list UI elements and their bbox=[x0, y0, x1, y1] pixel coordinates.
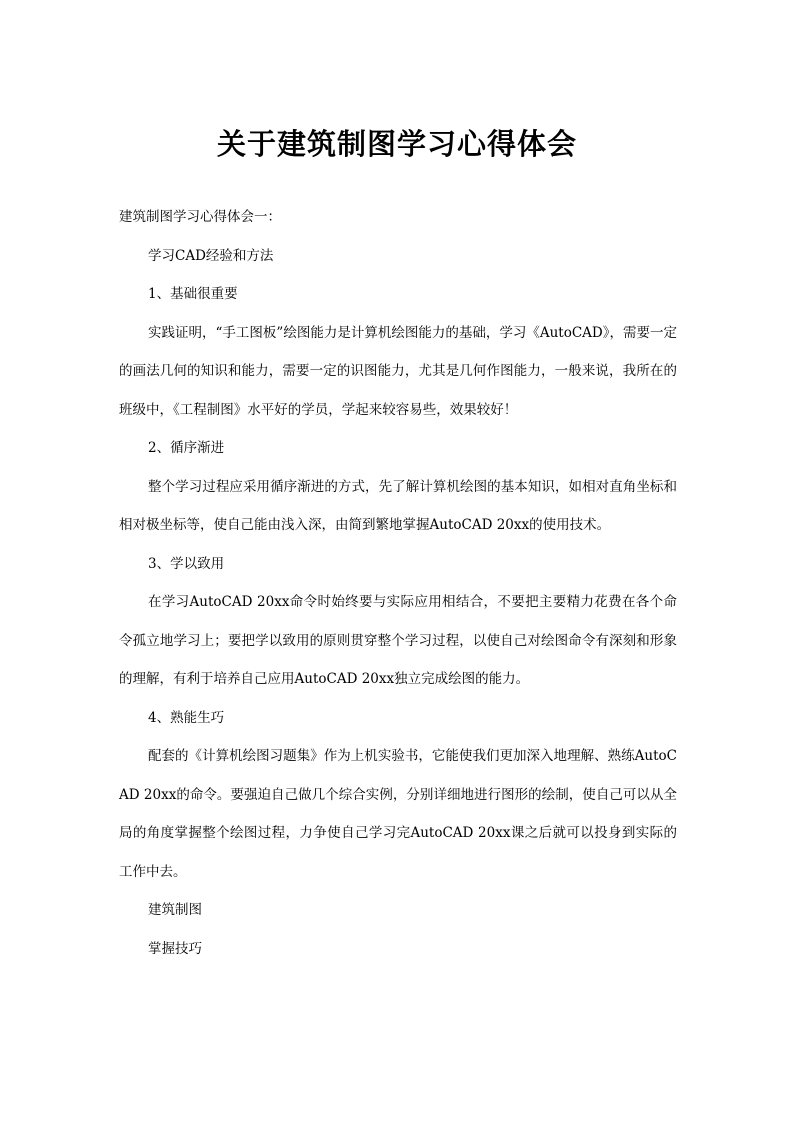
paragraph-subheading-drawing: 建筑制图 bbox=[148, 902, 202, 918]
paragraph-heading-3: 3、学以致用 bbox=[148, 555, 225, 572]
paragraph-heading-1: 1、基础很重要 bbox=[148, 286, 238, 302]
paragraph-body-3: 在学习AutoCAD 20xx命令时始终要与实际应用相结合，不要把主要精力花费在各个命令孤立地学习上；要把学以致用的原则贯穿整个学习过程，以使自己对绘图命令有深刻和形象的理解，有利于培养自己应用AutoCAD 20xx独立完成绘图的能力。 bbox=[119, 594, 677, 687]
paragraph-subheading-skills: 掌握技巧 bbox=[148, 940, 202, 957]
paragraph-body-2: 整个学习过程应采用循序渐进的方式，先了解计算机绘图的基本知识，如相对直角坐标和相对极坐标等，使自己能由浅入深，由简到繁地掌握AutoCAD 20xx的使用技术。 bbox=[119, 478, 677, 533]
document-title: 关于建筑制图学习心得体会 bbox=[216, 127, 577, 161]
document-body bbox=[119, 198, 677, 968]
paragraph-heading-2: 2、循序渐进 bbox=[148, 440, 225, 456]
paragraph-heading-4: 4、熟能生巧 bbox=[148, 709, 225, 726]
paragraph-intro-heading: 建筑制图学习心得体会一： bbox=[119, 209, 281, 225]
paragraph-section-title: 学习CAD经验和方法 bbox=[148, 247, 274, 264]
paragraph-body-4: 配套的《计算机绘图习题集》作为上机实验书，它能使我们更加深入地理解、熟练AutoCAD 20xx的命令。要强迫自己做几个综合实例，分别详细地进行图形的绘制，使自己可以从全局的角度掌握整个绘图过程，力争使自己学习完AutoCAD 20xx课之后就可以投身到实际的工作中去。 bbox=[119, 748, 677, 880]
paragraph-body-1: 实践证明，“手工图板”绘图能力是计算机绘图能力的基础，学习《AutoCAD》，需要一定的画法几何的知识和能力，需要一定的识图能力，尤其是几何作图能力，一般来说，我所在的班级中，《工程制图》水平好的学员，学起来较容易些，效果较好！ bbox=[119, 324, 677, 418]
